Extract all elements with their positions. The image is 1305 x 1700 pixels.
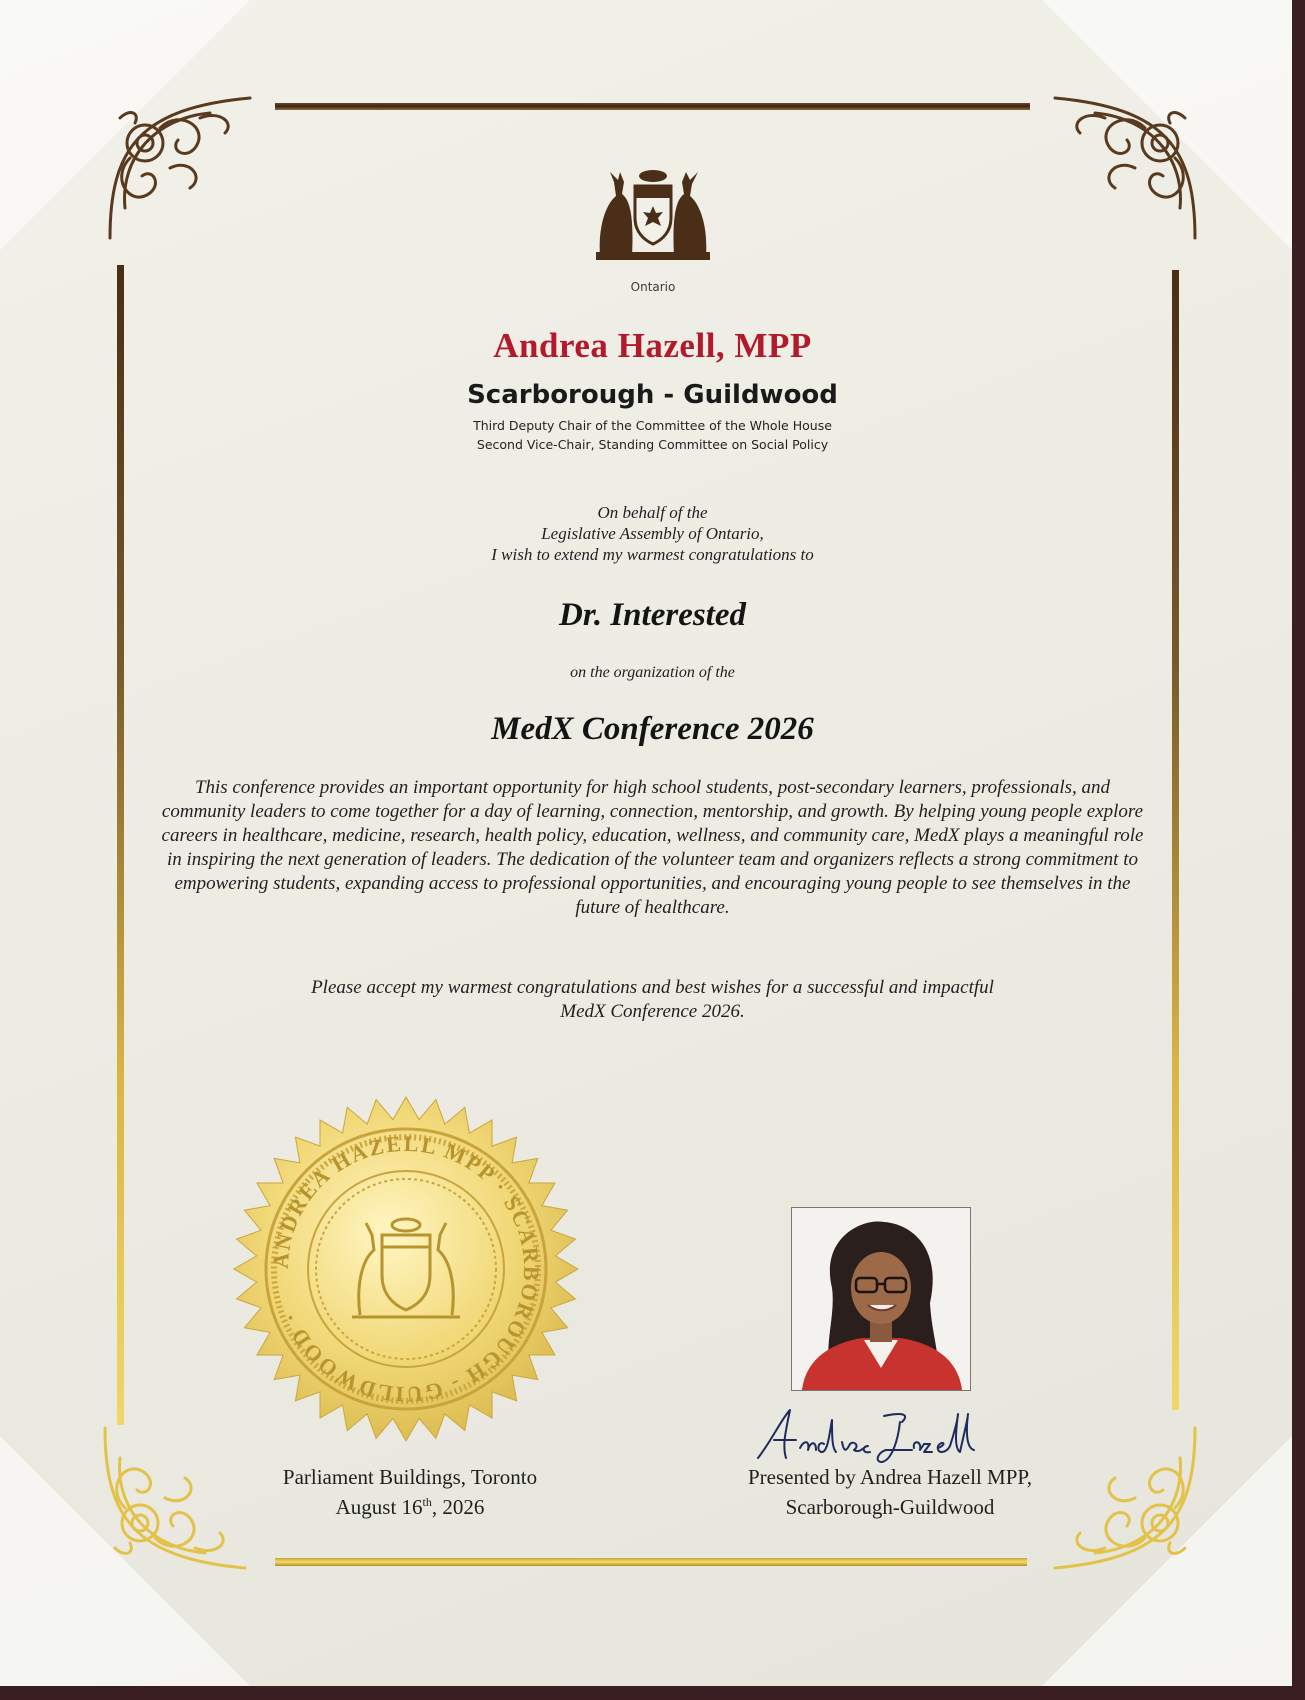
intro-line-3: I wish to extend my warmest congratulations to (491, 545, 814, 564)
mpp-name: Andrea Hazell, MPP (493, 326, 812, 365)
footer-location-date (240, 1462, 580, 1522)
intro-line-2: Legislative Assembly of Ontario, (541, 524, 764, 543)
border-bottom-rule (275, 1558, 1027, 1566)
border-top-rule (275, 103, 1030, 110)
intro-line-1: On behalf of the (597, 503, 708, 522)
flourish-bottom-left-icon (95, 1418, 255, 1578)
presenter-line-1: Presented by Andrea Hazell MPP, (747, 1465, 1033, 1489)
date-prefix: August 16 (335, 1495, 423, 1519)
role-line-1: Third Deputy Chair of the Committee of the Whole House (473, 418, 832, 433)
date-suffix: , 2026 (431, 1495, 485, 1519)
footer-location: Parliament Buildings, Toronto (282, 1465, 538, 1489)
presenter-line-2: Scarborough-Guildwood (785, 1495, 995, 1519)
conference-title: MedX Conference 2026 (491, 711, 814, 747)
closing-paragraph (180, 976, 1125, 1024)
gold-seal-icon (232, 1095, 580, 1443)
crest-label: Ontario (630, 280, 676, 294)
closing-line-1: Please accept my warmest congratulations and best wishes for a successful and impactful (311, 977, 994, 998)
intro-paragraph (130, 502, 1175, 565)
flourish-top-left-icon (100, 88, 260, 248)
recipient-name: Dr. Interested (558, 597, 746, 633)
role-line-2: Second Vice-Chair, Standing Committee on Social Policy (476, 437, 829, 452)
footer-date (240, 1492, 580, 1522)
mpp-portrait (791, 1207, 971, 1391)
footer-presenter (690, 1462, 1090, 1522)
flourish-top-right-icon (1045, 88, 1205, 248)
riding-name: Scarborough - Guildwood (467, 380, 838, 410)
border-left-rule (117, 265, 124, 1425)
handwritten-signature (752, 1400, 992, 1470)
body-paragraph: This conference provides an important opportunity for high school students, post-secondary learners, professionals, and community leaders to come together for a day of learning, connection, mentorship, and growth. By helping young people explore careers in healthcare, medicine, research, health policy, education, wellness, and community care, MedX plays a meaningful role in inspiring the next generation of leaders. The dedication of the volunteer team and organizers reflects a strong commitment to empowering students, expanding access to professional opportunities, and encouraging young people to see themselves in the future of healthcare. (161, 777, 1144, 918)
organization-line: on the organization of the (570, 664, 735, 681)
date-superscript: th (422, 1495, 432, 1509)
ontario-crest-icon (590, 166, 716, 266)
seal-text: ANDREA HAZELL MPP · SCARBOROUGH - GUILDWOOD · (267, 1130, 545, 1408)
closing-line-2: MedX Conference 2026. (560, 1001, 745, 1022)
